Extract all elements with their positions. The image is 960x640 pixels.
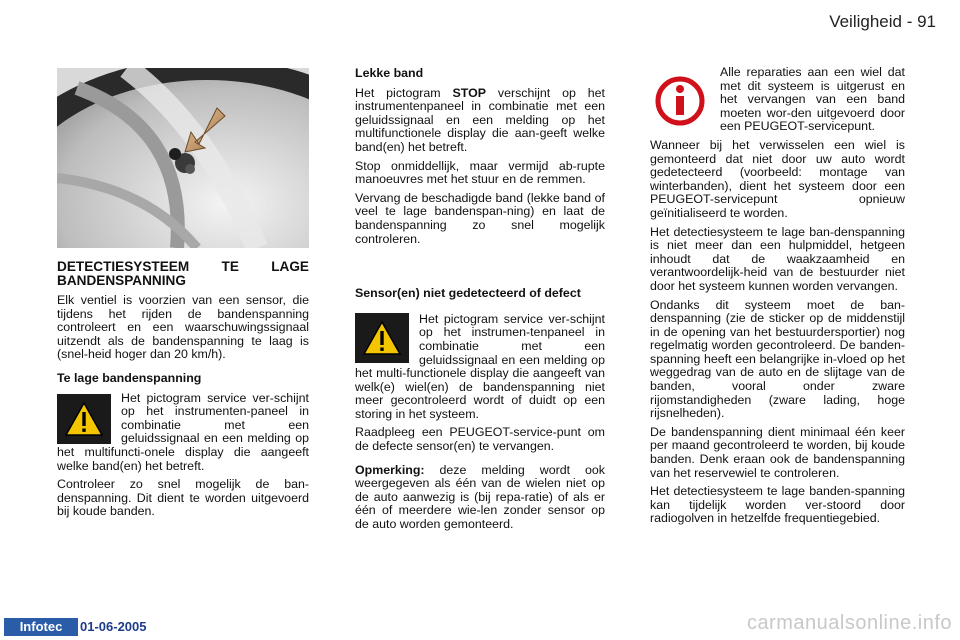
subheading-sensor-defect: Sensor(en) niet gedetecteerd of defect	[355, 286, 581, 301]
column-1	[57, 68, 309, 524]
warning-triangle-icon	[57, 394, 111, 444]
low-pressure-warning-text: Het pictogram service ver-schijnt op het instrumenten-paneel in combinatie met een geluidssignaal en een melding op het multifuncti-onele display die aangeeft welke band(en) het betreft.	[57, 390, 309, 473]
monthly-check-text: De bandenspanning dient minimaal één keer per maand gecontroleerd te worden, bij koude banden. Denk eraan ook de bandenspanning van het reservewiel te controleren.	[650, 424, 905, 480]
subheading-low-pressure: Te lage bandenspanning	[57, 370, 202, 385]
replace-tire-text: Vervang de beschadigde band (lekke band of veel te lage bandenspan-ning) en laat de bandenspanning zo snel mogelijk controleren.	[355, 190, 605, 246]
infotec-logo: Infotec	[4, 618, 78, 636]
note-paragraph	[355, 464, 605, 532]
warning-triangle-icon	[355, 313, 409, 363]
stop-immediately-text: Stop onmiddellijk, maar vermijd ab-rupte manoeuvres met het stuur en de remmen.	[355, 158, 605, 187]
sensor-warning-text: Het pictogram service ver-schijnt op het instrumen-tenpaneel in combinatie met een geluidssignaal en een melding op het multi-functionele display die aangeeft van welk(e) wiel(en) de bandenspanning niet meer gecontroleerd wordt of duidt op een storing in het systeem.	[355, 311, 605, 421]
check-pressure-text: Controleer zo snel mogelijk de ban-denspanning. Dit dient te worden uitgevoerd bij koude banden.	[57, 477, 309, 519]
note-text: deze melding wordt ook weergegeven als één van de wielen niet op de auto aanwezig is (bij repa-ratie) of als er één of meerdere wie-len zonder sensor op de auto worden gemonteerd.	[355, 462, 605, 532]
section-heading: DETECTIESYSTEEM TE LAGE BANDENSPANNING	[57, 259, 309, 288]
footer-date: 01-06-2005	[80, 619, 147, 634]
info-icon	[650, 68, 710, 134]
wheel-valve-image	[57, 68, 309, 248]
radio-interference-text: Het detectiesysteem te lage banden-spanning kan tijdelijk worden ver-stoord door radiogolven in hetzelfde frequentiegebied.	[650, 484, 905, 526]
aid-only-text: Het detectiesysteem te lage ban-denspanning is niet meer dan een hulpmiddel, hetgeen inhoudt dat de waakzaamheid en verantwoordelijk-heid van de bestuurder niet door het systeem kunnen worden vervangen.	[650, 224, 905, 293]
note-label: Opmerking:	[355, 462, 425, 477]
column-2	[355, 67, 605, 537]
stop-word: STOP	[452, 85, 486, 100]
subheading-flat-tire: Lekke band	[355, 66, 424, 80]
page-header: Veiligheid - 91	[829, 12, 936, 31]
reinitialize-text: Wanneer bij het verwisselen een wiel is gemonteerd dat niet door uw auto wordt gedetecteerd (voorbeeld: montage van winterbanden), dient het systeem door een PEUGEOT-servicepunt opnieuw geïnitialiseerd te worden.	[650, 137, 905, 220]
stop-prefix: Het pictogram	[355, 85, 453, 100]
intro-paragraph: Elk ventiel is voorzien van een sensor, die tijdens het rijden de bandenspanning controleert en een waarschuwingssignaal uitzendt als de bandenspanning te laag is (snel-heid hoger dan 20 km/h).	[57, 293, 309, 362]
stop-suffix: verschijnt op het instrumentenpaneel in combinatie met een geluidssignaal en een melding op het multifunctionele display die aan-geeft welke band(en) het betreft.	[355, 85, 605, 154]
consult-service-text: Raadpleeg een PEUGEOT-service-punt om de defecte sensor(en) te vervangen.	[355, 425, 605, 454]
column-3	[650, 66, 905, 531]
regular-check-text: Ondanks dit systeem moet de ban-denspanning (zie de sticker op de middenstijl in de opening van het bestuurdersportier) nog regelmatig worden gecontroleerd. De banden-spanning heeft een belangrijke in-vloed op het weggedrag van de auto en de slijtage van de banden, vooral onder zware rijomstandigheden (zware lading, hoge rijsnelheden).	[650, 297, 905, 421]
repair-info-text: Alle reparaties aan een wiel dat met dit systeem is uitgerust en het vervangen van een band moeten wor-den uitgevoerd door een PEUGEOT-servicepunt.	[720, 65, 905, 134]
watermark: carmanualsonline.info	[746, 612, 952, 634]
stop-paragraph	[355, 87, 605, 155]
